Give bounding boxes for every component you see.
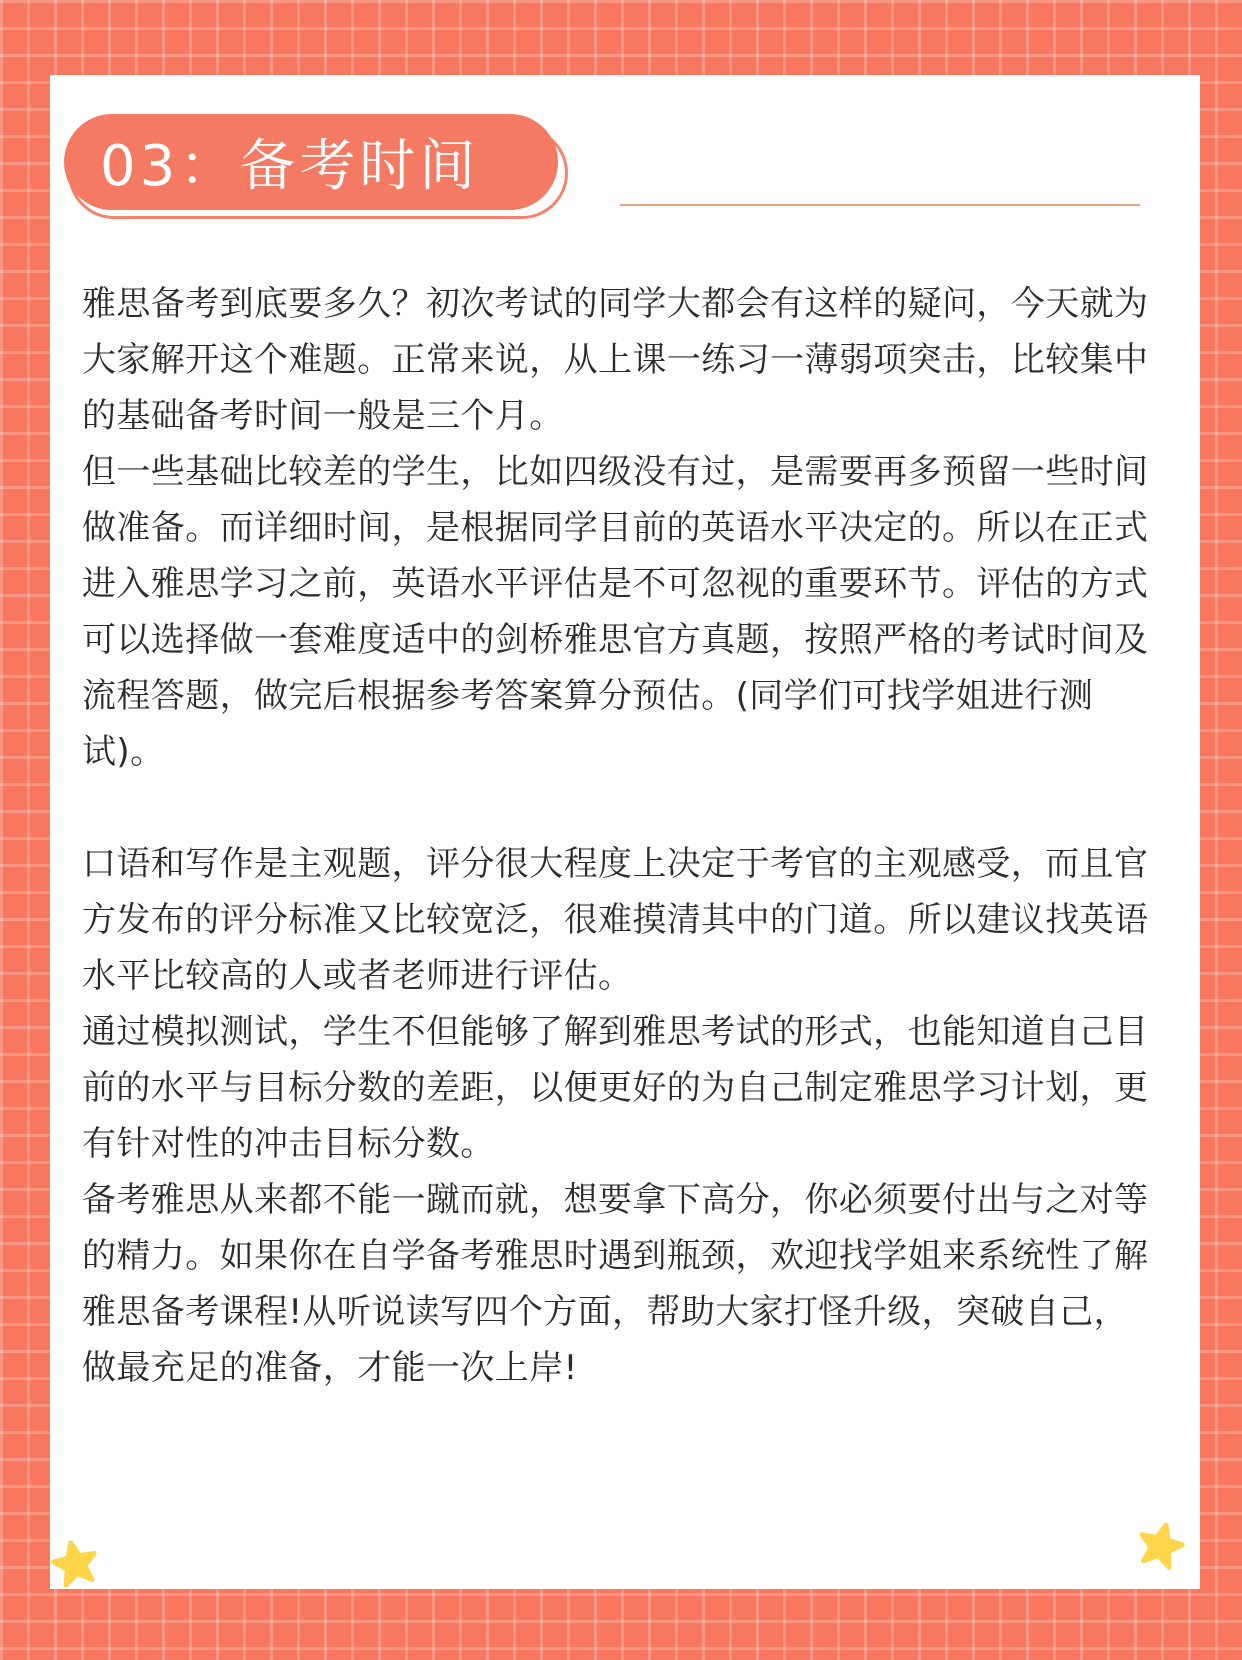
- section-title-badge: [64, 114, 558, 210]
- star-icon: [48, 1536, 103, 1591]
- paragraph-4: 通过模拟测试，学生不但能够了解到雅思考试的形式，也能知道自己目前的水平与目标分数的差距，以便更好的为自己制定雅思学习计划，更有针对性的冲击目标分数。: [82, 1012, 1149, 1164]
- title-divider: [620, 204, 1140, 206]
- paragraph-2: 但一些基础比较差的学生，比如四级没有过，是需要再多预留一些时间做准备。而详细时间，是根据同学目前的英语水平决定的。所以在正式进入雅思学习之前，英语水平评估是不可忽视的重要环节。评估的方式可以选择做一套难度适中的剑桥雅思官方真题，按照严格的考试时间及流程答题，做完后根据参考答案算分预估。(同学们可找学姐进行测试)。: [82, 452, 1149, 772]
- article-body: [82, 276, 1152, 1396]
- paragraph-5: 备考雅思从来都不能一蹴而就，想要拿下高分，你必须要付出与之对等的精力。如果你在自学备考雅思时遇到瓶颈，欢迎找学姐来系统性了解雅思备考课程!从听说读写四个方面，帮助大家打怪升级，突破自己，做最充足的准备，才能一次上岸!: [82, 1180, 1149, 1388]
- section-title: 03：备考时间: [100, 134, 480, 199]
- paragraph-spacer: [82, 780, 1152, 836]
- paragraph-1: 雅思备考到底要多久？初次考试的同学大都会有这样的疑问，今天就为大家解开这个难题。正常来说，从上课一练习一薄弱项突击，比较集中的基础备考时间一般是三个月。: [82, 284, 1149, 436]
- paragraph-3: 口语和写作是主观题，评分很大程度上决定于考官的主观感受，而且官方发布的评分标准又比较宽泛，很难摸清其中的门道。所以建议找英语水平比较高的人或者老师进行评估。: [82, 844, 1149, 996]
